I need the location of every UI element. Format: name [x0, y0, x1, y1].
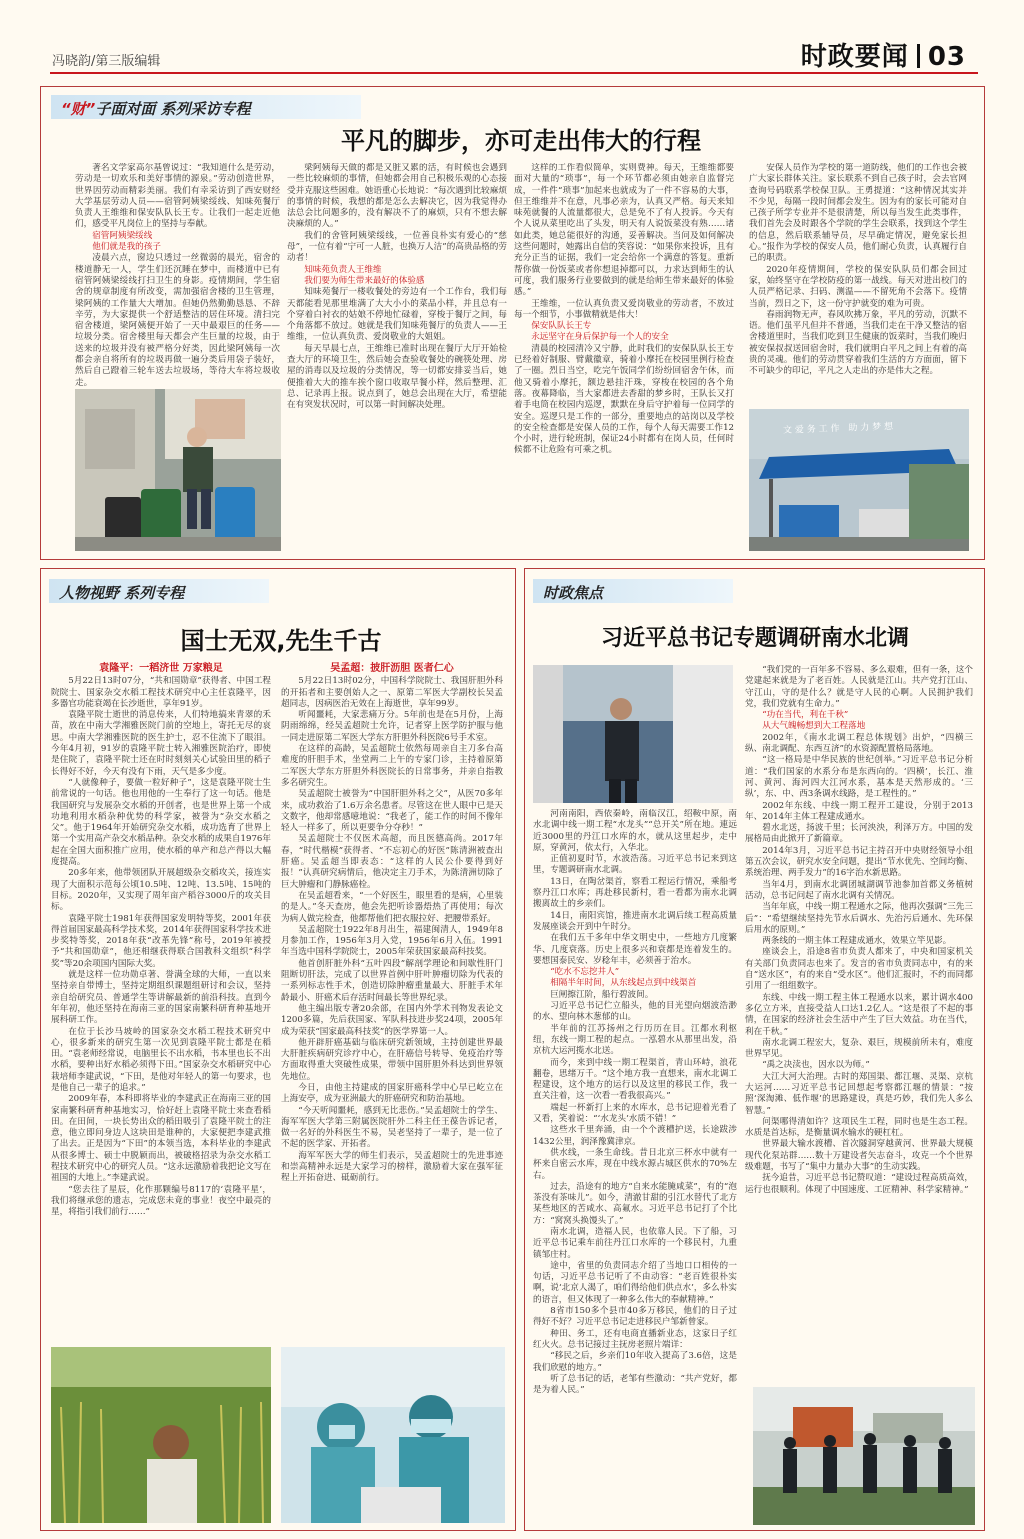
- paragraph: 在我们五千多年中华文明史中，一些地方几度繁华、几度衰落。历史上很多兴和衰都是连着发生的。要想国泰民安、岁稔年丰，必须善于治水。: [533, 933, 737, 966]
- paragraph: 吴孟超院士1922年8月出生，福建闽清人，1949年8月参加工作，1956年3月入党，1956年6月入伍。1991年当选中国科学院院士，2005年荣获国家最高科技奖。: [281, 924, 503, 958]
- paragraph: “禹之决渎也，因水以为师。”: [762, 1060, 870, 1071]
- paragraph: 安保人员作为学校的第一道防线，他们的工作也会被广大家长群体关注。家长联系不到自己孩子时，会去官网查询号码联系学校保卫队。王勇提道：“这种情况其实并不少见，每隔一段时间都会发生。因为有的家长可能对自己孩子所学专业并不是很清楚，所以每当发生此类事件，我们首先会及时跟各个学院的学生会联系，找到这个学生的信息，然后联系辅导员，尽早确定情况，避免家长担心。”报作为学校的保安人员，他们耐心负责，认真履行自己的职责。: [749, 163, 967, 264]
- paragraph: “您去往了星辰，化作那颗编号8117的‘袁隆平星’，我们将继承您的遗志，完成您未竟的事业！夜空中最亮的星，将指引我们前行……”: [51, 1184, 271, 1218]
- paragraph: 巨闸擦江阶，船行碧波间。: [550, 989, 654, 1000]
- paragraph: 今日，由他主持建成的国家肝癌科学中心早已屹立在上海安亭，成为亚洲最大的肝癌研究和防治基地。: [281, 1082, 503, 1105]
- paragraph: 问渠哪得清如许？这项民生工程，同时也是生态工程。水质是首达标，是衡量调水输水的硬杠杠。: [745, 1116, 973, 1139]
- article-title: 习近平总书记专题调研南水北调: [600, 626, 909, 651]
- paragraph: 20多年来，他带领团队开展超级杂交稻攻关，接连实现了大面积示范每公顷10.5吨、12吨、13.5吨、15吨的目标。2020年，又实现了周年亩产稻谷3000斤的攻关目标。: [51, 868, 271, 913]
- subhead: 相隔半年时间，从东线起点到中线渠首: [550, 978, 697, 989]
- article-title: 国士无双,先生千古: [180, 627, 382, 655]
- paragraph: 南水北调工程宏大，复杂、艰巨，规模前所未有，难度世界罕见。: [745, 1037, 973, 1060]
- paragraph: 碧水北送，扬波千里；长河泱泱，利泽万方。中国的发展格局由此掀开了新篇章。: [745, 823, 973, 845]
- paragraph: 习近平总书记伫立船头，他的目光望向烟波浩渺的水、望向林木葱郁的山。: [533, 1001, 737, 1023]
- inspection-walk-photo: [753, 1387, 975, 1525]
- paragraph: 大江大河大治理。古时的郑国渠、都江堰、灵渠、京杭大运河……习近平总书记回想起考察都江堰的情景：“按照‘深淘滩、低作堰’的思路建设，真是巧妙，我们先人多么智慧。”: [745, 1071, 973, 1116]
- subhead: 我们要为师生带来最好的体验感: [304, 275, 425, 286]
- subhead: 吴孟超：披肝沥胆 医者仁心: [330, 663, 454, 674]
- paragraph: 而今，来到中线一期工程渠首，青山环峙，浪花翻卷，思绪万千。“这个地方我一直想来，南水北调工程建设，这个地方的运行以及这里的移民工作，我一直关注着，这一次看一看我很高兴。”: [533, 1057, 737, 1102]
- column-c1: [533, 809, 737, 1527]
- reservoir-boat-photo: [533, 665, 733, 803]
- paragraph: 南水北调，造福人民，也依靠人民。下了船，习近平总书记乘车前往丹江口水库的一个移民村，九重镇邹庄村。: [533, 1226, 737, 1260]
- editor-credit: 冯晓韵/第三版编辑: [52, 54, 161, 69]
- paragraph: 这样的工作看似简单，实则费神。每天，王维维都要面对大量的“琐事”，每一个环节都必须由她亲自监督完成，一件件“琐事”加起来也就成为了一件不容易的大事，但王维维并不在意，凡事必亲为，认真又严格。每天来知味苑就餐的人流量都很大，总是免不了有人投诉。今天有个人说从菜里吃出了头发，明天有人说饭菜没有熟……诸如此类，她总能很好的沟通，妥善解决。当问及如何解决这些问题时，她露出自信的笑容说：“如果你来投诉，且有充分正当的证据，我们一定会给你一个满意的答复。重新帮你做一份饭菜或者你想退掉都可以，力求达到师生的认可度，我们服务行业要做到的就是给师生带来最好的体验感。”: [514, 163, 734, 298]
- rice-field-photo: [51, 1347, 271, 1523]
- paragraph: 袁隆平院士逝世的消息传来，人们特地搞来青翠的禾苗，放在中南大学湘雅医院门前的空地上，寄托无尽的哀思。中南大学湘雅医院的医生护士，忍不住流下了眼泪。今年4月初，91岁的袁隆平院士转入湘雅医院治疗，即使是住院了，袁隆平院士还在时时刻刻关心试验田里的稻子长得好不好，今天有没有下雨，天气是多少度。: [51, 710, 271, 777]
- paragraph: 半年前的江苏扬州之行历历在目。江都水利枢纽，东线一期工程的起点。一泓碧水从那里出发，沿京杭大运河揽水北送。: [533, 1023, 737, 1057]
- paragraph: 抚今追昔，习近平总书记赞叹道：“建设过程高质高效，运行也很顺利。体现了中国速度、工匠精神、科学家精神。”: [745, 1173, 973, 1195]
- feature-water-project-article: [524, 568, 985, 1531]
- paragraph: 正值初夏时节，水波浩荡。习近平总书记来到这里，专题调研南水北调。: [533, 854, 737, 876]
- inspection-walk-image: [753, 1387, 975, 1525]
- paragraph: 袁隆平院士1981年获得国家发明特等奖，2001年获得首届国家最高科学技术奖，2014年获得国家科学技术进步奖特等奖，2018年获“改革先锋”称号，2019年被授予“共和国勋章”，他还相继获得联合国教科文组织“科学奖”等20余项国内国际大奖。: [51, 913, 271, 969]
- reservoir-boat-image: [533, 665, 733, 803]
- paragraph: 2009年春，本科即将毕业的李建武正在海南三亚的国家南繁科研育种基地实习，恰好赶上袁隆平院士来查看稻田。在田间，一块长势出众的稻田吸引了袁隆平院士的注意，他立即问身边人这块田是谁种的，大家便把李建武推了出去。正是因为“下田”的本领当选，本科毕业的李建武从很多博士、硕士中脱颖而出，被破格招录为杂交水稻工程技术研究中心的研究人员。“这永远激励着我把论文写在祖国的大地上。”李建武说。: [51, 1094, 271, 1184]
- paragraph: 海军军医大学的师生们表示，吴孟超院士的先进事迹和崇高精神永远是大家学习的榜样，激励着大家在强军征程上开拓奋进、砥砺前行。: [281, 1150, 503, 1184]
- column-wu: [281, 661, 503, 1339]
- paragraph: 他首创肝脏外科“五叶四段”解剖学理论和间歇性肝门阻断切肝法，完成了以世界首例中肝叶肿瘤切除为代表的一系列标志性手术，创造切除肿瘤重量最大、肝脏手术年龄最小、肝癌术后存活时间最长等世界纪录。: [281, 958, 503, 1003]
- subhead: 从大气魄畅想到大工程落地: [762, 721, 866, 732]
- paragraph: 我们的舍管阿姨梁绥线，一位善良朴实有爱心的“慈母”，一位有着“宁可一人脏，也换万人洁”的高贵品格的劳动者！: [287, 230, 507, 264]
- paragraph: “移民之后，乡亲们10年收入提高了3.6倍，这是我们欣慰的地方。”: [533, 1351, 737, 1373]
- paragraph: 2014年3月，习近平总书记主持召开中央财经领导小组第五次会议，研究水安全问题，提出“节水优先、空间均衡、系统治理、两手发力”的16字治水新思路。: [745, 845, 973, 879]
- paragraph: “人就像种子，要做一粒好种子”，这是袁隆平院士生前常说的一句话。他也用他的一生奉行了这一句话。他是我国研究与发展杂交水稻的开创者，也是世界上第一个成功地利用水稻杂种优势的科学家，被誉为“杂交水稻之父”。他于1964年开始研究杂交水稻，成功选育了世界上第一个实用高产杂交水稻品种。杂交水稻的成果自1976年起在全国大面积推广应用，使水稻的单产和总产得以大幅度提高。: [51, 777, 271, 868]
- banner-text: 文 爱 务 工 作 助 力 梦 想: [782, 422, 894, 436]
- subhead: “功在当代，利在千秋”: [762, 710, 849, 721]
- article-title: 平凡的脚步，亦可走出伟大的行程: [341, 127, 701, 155]
- paragraph: 东线、中线一期工程主体工程通水以来，累计调水400多亿立方米，直接受益人口达1.2亿人。“这是很了不起的事情，在国家的经济社会生活中产生了巨大效益。功在当代，利在千秋。”: [745, 992, 973, 1037]
- paragraph: “我们党的一百年多不容易、多么艰难，但有一条，这个党建起来就是为了老百姓。人民就是江山。共产党打江山、守江山，守的是什么？就是守人民的心啊。人民拥护我们党，我们党就有生命力。”: [745, 665, 973, 709]
- feature-tribute-article: [40, 568, 516, 1531]
- paragraph: “这一格局是中华民族的世纪创举。”习近平总书记分析道：“我们国家的水系分布是东西向的。‘四横’，长江、淮河、黄河、海河四大江河水系，基本是天然形成的。‘三纵’，东、中、西3条调水线路，是工程性的。”: [745, 755, 973, 800]
- paragraph: 每天早晨七点，王维维已准时出现在餐厅大厅开始检查大厅的环境卫生，然后她会查验收餐处的碗筷处理、房屋的消毒以及垃圾的分类情况，等一切都安排妥当后，她便推着大大的推车挨个窗口收取早餐小样，然后整理、汇总、记录再上报。说点到了，她总会出现在大厅，希望能在有突发状况时，可以第一时间解决处理。: [287, 343, 507, 411]
- paragraph: 在这样的高龄，吴孟超院士依然每周亲自主刀多台高难度的肝胆手术，坐堂两二上午的专家门诊，主持着原第二军医大学东方肝胆外科医院长的日常事务，并亲自指教多名研究生。: [281, 744, 503, 788]
- paragraph: 在位于长沙马坡岭的国家杂交水稻工程技术研究中心，很多新来的研究生第一次见到袁隆平院士都是在稻田。“袁老师经常说，电脑里长不出水稻，书本里也长不出水稻，要种出好水稻必须得下田。”国家杂交水稻研究中心栽培师李建武说，“下田，是他对年轻人的第一句要求，也是他自己一辈子的追求。”: [51, 1026, 271, 1093]
- paragraph: 听闻噩耗，大家悲痛万分。5年前也是在5月份，上海阴雨绵绵，经吴孟超院士允许，记者穿上医学防护服与他一同走进原第二军医大学东方肝胆外科医院6号手术室。: [281, 710, 503, 743]
- dorm-worker-photo: [75, 389, 281, 551]
- header-rule: [50, 72, 978, 74]
- rice-field-image: [51, 1347, 271, 1523]
- paragraph: 座谈会上，沿途8省市负责人都来了，中央和国家机关有关部门负责同志也来了。发言的省市负责同志中，有的来自“送水区”，有的来自“受水区”。他们汇报时，不约而同都引用了一组组数字。: [745, 947, 973, 992]
- column-3: [514, 163, 734, 553]
- paragraph: 供水线，一条生命线。昔日北京三杯水中就有一杯来自密云水库，现在中线水源占城区供水的70%左右。: [533, 1147, 737, 1181]
- section-name: 时政要闻: [800, 42, 909, 72]
- feature-worker-article: [40, 86, 985, 560]
- paragraph: 知味苑餐厅一楼收餐处的旁边有一个工作台，我们每天都能看见那里堆满了大大小小的菜品小样，并且总有一个穿着白衬衣的姑娘不停地忙碌着，穿梭于餐厅之间，每个角落都不放过。她就是我们知味苑餐厅的负责人——王维维，一位认真负责、爱岗敬业的大姐姐。: [287, 287, 507, 343]
- subhead: “吃水不忘挖井人”: [550, 967, 620, 978]
- paragraph: 清晨的校园清冷又宁静，此时我们的安保队队长王专已经着好制服、臂戴徽章，骑着小摩托在校园里例行检查了一圈。烈日当空，吃完午饭同学们纷纷回宿舍午休，而他又骑着小摩托，额边悬挂汗珠，穿梭在校园的各个角落。夜幕降临，当大家都进去香甜的梦乡时，王队长又打着手电筒在校园内巡逻，默默在身后守护着每一位同学的安全。巡逻只是工作的一部分，重要地点的站岗以及学校的安全检查都是安保人员的工作，每个人每天需要工作12个小时，进行轮班制，保证24小时都有在岗人员，任何时候都不让危险有可乘之机。: [514, 343, 734, 456]
- column-2: [287, 163, 507, 553]
- security-booth-photo: [749, 409, 969, 551]
- tab-prefix: “财”: [61, 100, 96, 118]
- column-c2: [745, 665, 973, 1381]
- feature-tab: 时政焦点: [533, 579, 733, 603]
- paragraph: 2002年东线、中线一期工程开工建设，分别于2013年、2014年主体工程建成通水。: [745, 800, 973, 822]
- dorm-worker-image: [75, 389, 281, 551]
- section-header: [801, 36, 966, 73]
- column-4: [749, 163, 967, 405]
- subhead: 保安队队长王专: [531, 321, 592, 332]
- column-yuan: [51, 661, 271, 1339]
- subhead: 知味苑负责人王维维: [304, 264, 382, 275]
- paragraph: 他主编出版专著20余部，在国内外学术刊物发表论文1200多篇，先后获国家、军队科技进步奖24项，2005年成为荣获“国家最高科技奖”的医学界第一人。: [281, 1003, 503, 1037]
- subhead: 他们就是我的孩子: [92, 242, 161, 253]
- paragraph: 听了总书记的话，老邹有些激动：“共产党好，都是为着人民。”: [533, 1373, 737, 1396]
- paragraph: 他开辟肝癌基础与临床研究新领域，主持创建世界最大肝脏疾病研究诊疗中心，在肝癌信号转导、免疫治疗等方面取得重大突破性成果，带领中国肝胆外科达到世界领先地位。: [281, 1037, 503, 1082]
- paragraph: “今天听闻噩耗，感到无比悲伤。”吴孟超院士的学生、海军军医大学第三附属医院肝外二科主任王葆告诉记者，做一名好的外科医生不易，吴老坚持了一辈子，是一位了不起的医学家、开拓者。: [281, 1105, 503, 1150]
- column-1: [75, 163, 280, 387]
- paragraph: 端起一杯新打上来的水库水，总书记迎着光看了又看，笑着说：“‘水龙头’水质不错！”: [533, 1102, 737, 1125]
- page-number: 03: [927, 42, 966, 72]
- paragraph: 种田、务工，还有电商直播新业态，这家日子红红火火。总书记接过主抚房老照片端详：: [533, 1328, 737, 1350]
- paragraph: 就是这样一位功勋卓著、誉满全球的大师，一直以来坚持亲自带博士，坚持定期组织课题组研讨和会议，坚持亲自给研究员、普通学生等讲解最新的前沿科技。直到今年年初，他还坚持在海南三亚的国家南繁科研育种基地开展科研工作。: [51, 970, 271, 1026]
- paragraph: 在吴孟超看来，“一个好医生，眼里看的是病，心里装的是人。”冬天查房，他会先把听诊器焐热了再使用；每次为病人做完检查，他都帮他们把衣服拉好、把腰带系好。: [281, 890, 503, 924]
- paragraph: 两条线的一期主体工程建成通水，效果立竿见影。: [762, 936, 952, 947]
- feature-tab: 人物视野 系列专程: [49, 579, 269, 603]
- paragraph: 5月22日13时07分，“共和国勋章”获得者、中国工程院院士、国家杂交水稻工程技术研究中心主任袁隆平，因多器官功能衰竭在长沙逝世，享年91岁。: [51, 676, 271, 709]
- paragraph: 14日，南阳宾馆，推进南水北调后续工程高质量发展座谈会开到中午时分。: [533, 910, 737, 932]
- paragraph: 当年年底，中线一期工程通水之际，他再次强调“三先三后”：“希望继续坚持先节水后调水、先治污后通水、先环保后用水的原则。”: [745, 902, 973, 935]
- paragraph: 2002年，《南水北调工程总体规划》出炉，“四横三纵、南北调配、东西互济”的水资源配置格局落地。: [745, 732, 973, 755]
- paragraph: 8省市150多个县市40多万移民，他们的日子过得好不好？习近平总书记走进移民户邹新曾家。: [533, 1306, 737, 1328]
- paragraph: 5月22日13时02分，中国科学院院士、我国肝胆外科的开拓者和主要创始人之一、原第二军医大学副校长吴孟超同志，因病医治无效在上海逝世，享年99岁。: [281, 676, 503, 709]
- subhead: 永远坚守在身后保护每一个人的安全: [531, 332, 669, 343]
- paragraph: 2020年疫情期间，学校的保安队队员们都会回过家，始终坚守在学校防疫的第一战线。每天对进出校门的人员严格记录、扫码、测温——不留死角不会落下。疫情当前，烈日之下，这一份守护就变的难为可贵。: [749, 264, 967, 309]
- paragraph: 13日，在陶岔渠首，察看工程运行情况，乘船考察丹江口水库；再赴移民新村，看一看都为南水北调搬离故土的乡亲们。: [533, 876, 737, 910]
- feature-tab: [51, 95, 361, 119]
- paragraph: 春雨润物无声，春风吹拂万象，平凡的劳动，沉默不语。他们虽平凡但并不普通，当我们走在干净又整洁的宿舍楼道里时，当我们吃到卫生健康的饭菜时，当我们晚归被安保叔叔送回宿舍时，我们就明白平凡之间上有着的高贵的灵魂。他们的劳动贯穿着我们生活的方方面面，留下不可缺少的印记，平凡之人走出的亦是伟大之程。: [749, 309, 967, 377]
- intro-paragraph: 著名文学家高尔基曾说过：“我知道什么是劳动，劳动是一切欢乐和美好事情的源泉。”劳动创造世界，世界因劳动而精彩美丽。我们有幸采访到了西安财经大学基层劳动人员——宿管阿姨梁绥线、知味苑餐厅负责人王维维和保安队队长王专。让我们一起走近他们，感受平凡岗位上的坚持与奉献。: [75, 163, 280, 230]
- paragraph: 凌晨六点，窗边只透过一丝微弱的晨光，宿舍的楼道静无一人，学生们还沉睡在梦中，而楼道中已有宿管阿姨梁绥线打扫卫生的身影。疫情期间，学生宿舍的规章制度有所改变，需加强宿舍楼的卫生管理，梁阿姨的工作量大大增加。但她仍然勤勤恳恳、不辞辛劳，为大家提供一个舒适整洁的居住环境。清扫完宿舍楼道，梁阿姨便开始了一天中最艰巨的任务——垃圾分类。宿舍楼里每天都会产生巨量的垃圾，由于送来的垃圾并没有被严格分好类，因此梁阿姨每一次都会亲自将所有的垃圾再做一遍分类后用袋子装好，然后自己蹬着三轮车送去垃圾场，等待大车将垃圾收走。: [75, 253, 280, 387]
- paragraph: 河南南阳，西依秦岭，南临汉江，绍鞍中原，南水北调中线一期工程“水龙头”“总开关”所在地。連远近3000里的丹江口水库的水，就从这里起步，走中原，穿黄河，依太行，入华北。: [533, 809, 737, 853]
- paragraph: 吴孟超院士被誉为“中国肝胆外科之父”，从医70多年来，成功救治了1.6万余名患者。尽管这在世人眼中已是天文数字，他却常感噫地说：“我老了，能工作的时间不像年轻人一样多了，所以更要争分夺秒！”: [281, 789, 503, 834]
- paragraph: 当年4月，到南水北调团城湖调节池参加首都义务植树活动，总书记问起了南水北调有关情况。: [745, 879, 973, 901]
- subhead: 袁隆平：一稻济世 万家粮足: [99, 663, 223, 674]
- tab-label: 子面对面 系列采访专程: [95, 100, 251, 118]
- paragraph: 途中，省里的负责同志介绍了当地口口相传的一句话，习近平总书记听了不由动容：“老百姓很朴实啊，说‘北京人渴了，咱们得给他们供点水’，多么朴实的语言，但又体现了一种多么伟大的奉献精神。”: [533, 1260, 737, 1305]
- paragraph: 这些水千里奔涌，由一个个渡槽护送，长途跋涉1432公里，润泽豫冀津京。: [533, 1125, 737, 1147]
- surgeon-image: [281, 1347, 505, 1523]
- surgeon-photo: [281, 1347, 505, 1523]
- paragraph: 王维维，一位认真负责又爱岗敬业的劳动者，不放过每一个细节，小事做精就是伟大！: [514, 298, 734, 320]
- paragraph: 梁阿姨每天做的都是又脏又累的活，有时候也会遇到一些比较麻烦的事情，但她都会用自己积极乐观的心态接受并克服这些困难。她语重心长地说：“每次遇到比较麻烦的事情的时候，我想的都是怎么去解决它，因为我觉得办法总会比问题多的，没有解决不了的麻烦，只有不想去解决麻烦的人。”: [287, 163, 507, 230]
- paragraph: 世界最大输水渡槽、首次隧洞穿越黄河、世界最大规模现代化泵站群……数十万建设者矢志奋斗，攻克一个个世界级难题，书写了“集中力量办大事”的生动实践。: [745, 1139, 973, 1173]
- subhead: 宿管阿姨梁绥线: [92, 230, 153, 241]
- paragraph: 过去，沿途有的地方“自来水能腌咸菜”，有的“泡茶没有茶味儿”。如今，清澈甘甜的引江水替代了北方某些地区的苦咸水、高氟水。习近平总书记打了个比方：“窝窝头换馒头了。”: [533, 1181, 737, 1226]
- paragraph: 吴孟超院士不仅医术高超，而且医德高尚。2017年春，“时代楷模”获得者、“不忘初心的好医”陈清洲被查出肝癌。吴孟超当即表态：“这样的人民公仆要得到好报！”认真研究病情后，他决定主刀手术，为陈清洲切除了巨大肿瘤和门静脉癌栓。: [281, 834, 503, 890]
